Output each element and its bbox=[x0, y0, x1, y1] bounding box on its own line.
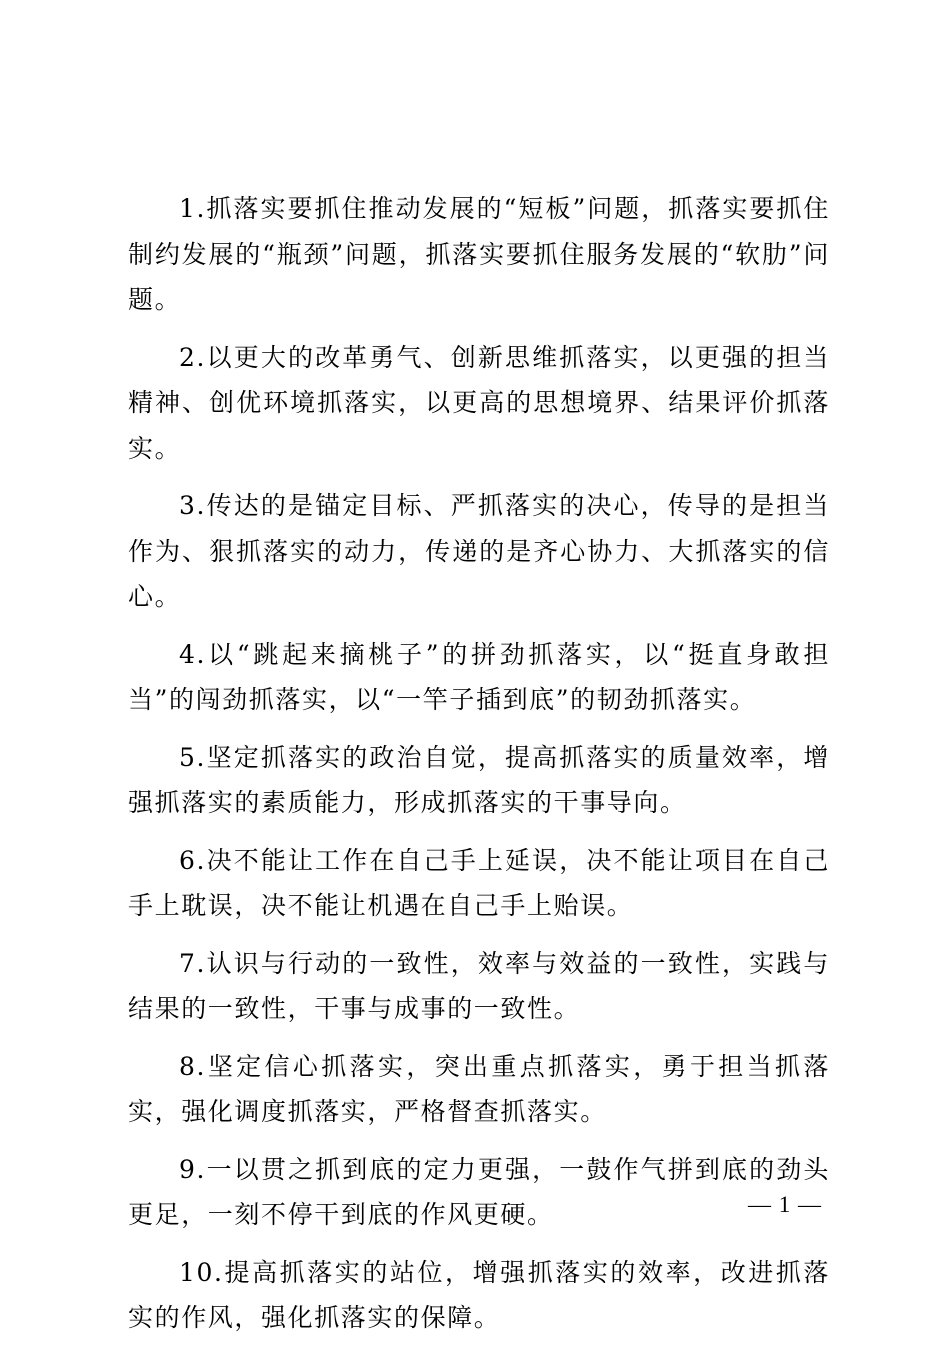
paragraph-7: 7.认识与行动的一致性，效率与效益的一致性，实践与结果的一致性，干事与成事的一致性。 bbox=[128, 948, 830, 1023]
paragraph-4: 4.以“跳起来摘桃子”的拼劲抓落实，以“挺直身敢担当”的闯劲抓落实，以“一竿子插到底”的韧劲抓落实。 bbox=[128, 639, 830, 714]
paragraph-2: 2.以更大的改革勇气、创新思维抓落实，以更强的担当精神、创优环境抓落实，以更高的思想境界、结果评价抓落实。 bbox=[128, 342, 830, 463]
paragraph-9: 9.一以贯之抓到底的定力更强，一鼓作气拼到底的劲头更足，一刻不停干到底的作风更硬。 bbox=[128, 1154, 830, 1229]
paragraph-5: 5.坚定抓落实的政治自觉，提高抓落实的质量效率，增强抓落实的素质能力，形成抓落实的干事导向。 bbox=[128, 742, 830, 817]
document-body bbox=[128, 186, 830, 1353]
page-number: — 1 — bbox=[748, 1192, 822, 1217]
paragraph-8: 8.坚定信心抓落实，突出重点抓落实，勇于担当抓落实，强化调度抓落实，严格督查抓落实。 bbox=[128, 1051, 830, 1126]
paragraph-3: 3.传达的是锚定目标、严抓落实的决心，传导的是担当作为、狠抓落实的动力，传递的是齐心协力、大抓落实的信心。 bbox=[128, 491, 830, 611]
paragraph-1: 1.抓落实要抓住推动发展的“短板”问题，抓落实要抓住制约发展的“瓶颈”问题，抓落实要抓住服务发展的“软肋”问题。 bbox=[128, 194, 830, 314]
paragraph-10: 10.提高抓落实的站位，增强抓落实的效率，改进抓落实的作风，强化抓落实的保障。 bbox=[128, 1257, 830, 1332]
paragraph-6: 6.决不能让工作在自己手上延误，决不能让项目在自己手上耽误，决不能让机遇在自己手上贻误。 bbox=[128, 845, 830, 920]
